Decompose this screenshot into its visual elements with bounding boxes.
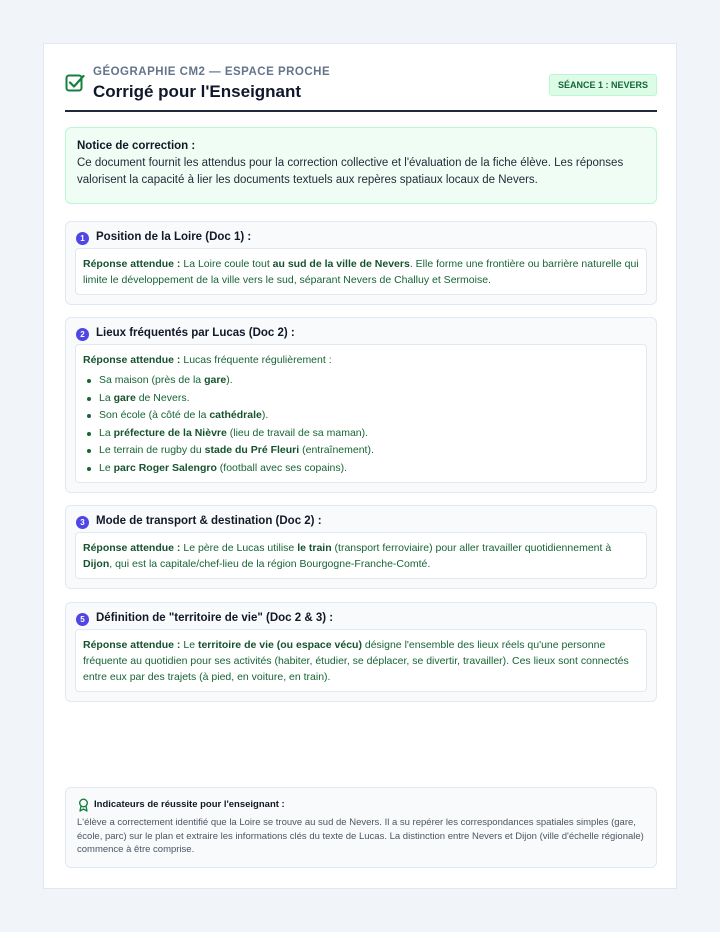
answer-intro: Lucas fréquente régulièrement : <box>183 354 332 366</box>
answer-keyword: Dijon <box>83 558 110 570</box>
list-item: Le terrain de rugby du stade du Pré Fleuri (entraînement). <box>99 442 639 460</box>
section-title: Mode de transport & destination (Doc 2) : <box>96 515 322 527</box>
section-title: Position de la Loire (Doc 1) : <box>96 231 252 243</box>
list-item: Le parc Roger Salengro (football avec ses copains). <box>99 460 639 478</box>
list-item: Son école (à côté de la cathédrale). <box>99 407 639 425</box>
section-number: 5 <box>76 613 89 626</box>
answer-box <box>75 532 647 579</box>
answer-label: Réponse attendue : <box>83 639 181 651</box>
section-card-1 <box>65 221 657 305</box>
success-indicators <box>65 787 657 868</box>
list-item: Sa maison (près de la gare). <box>99 372 639 390</box>
section-card-3 <box>65 505 657 589</box>
answer-text: Le <box>183 639 198 651</box>
award-icon <box>77 798 90 812</box>
answer-text: (transport ferroviaire) pour aller travailler quotidiennement à <box>331 542 612 554</box>
document-header <box>65 64 657 112</box>
list-item: La préfecture de la Nièvre (lieu de travail de sa maman). <box>99 425 639 443</box>
answer-text: . Elle forme une frontière ou barrière naturelle qui limite le développement de la ville vers le sud, séparant Nevers de Challuy et Sermoise. <box>83 258 639 286</box>
answer-text: La Loire coule tout <box>183 258 273 270</box>
section-card-5 <box>65 602 657 702</box>
document-kicker: GÉOGRAPHIE CM2 — ESPACE PROCHE <box>93 66 331 78</box>
answer-label: Réponse attendue : <box>83 354 181 366</box>
section-title: Définition de "territoire de vie" (Doc 2 & 3) : <box>96 612 334 624</box>
correction-notice <box>65 127 657 204</box>
answer-label: Réponse attendue : <box>83 258 181 270</box>
answer-text: Le père de Lucas utilise <box>183 542 298 554</box>
answer-keyword: territoire de vie (ou espace vécu) <box>197 639 362 651</box>
indicators-text: L'élève a correctement identifié que la Loire se trouve au sud de Nevers. Il a su repérer les correspondances spatiales simples (gare, école, parc) sur le plan et extraire les informations clés du texte de Lucas. La distinction entre Nevers et Dijon (ville d'échelle régionale) commence à être comprise. <box>77 817 644 855</box>
notice-text: Ce document fournit les attendus pour la correction collective et l'évaluation de la fiche élève. Les réponses valorisent la capacité à lier les documents textuels aux repères spatiaux locaux de Nevers. <box>77 157 624 186</box>
session-badge: SÉANCE 1 : NEVERS <box>549 74 657 96</box>
section-card-2 <box>65 317 657 493</box>
page-title: Corrigé pour l'Enseignant <box>93 82 302 101</box>
section-number: 3 <box>76 516 89 529</box>
answer-box <box>75 248 647 295</box>
indicators-title: Indicateurs de réussite pour l'enseignant : <box>94 799 285 810</box>
answer-text: , qui est la capitale/chef-lieu de la région Bourgogne-Franche-Comté. <box>109 558 431 570</box>
indicators-header <box>77 798 645 813</box>
places-list <box>83 372 639 478</box>
answer-keyword: le train <box>297 542 332 554</box>
notice-title: Notice de correction : <box>77 140 196 152</box>
answer-text: désigne l'ensemble des lieux réels qu'une personne fréquente au quotidien pour ses activités (habiter, étudier, se déplacer, se divertir, travailler). Ces lieux sont connectés entre eux par des trajets (à pied, en voiture, en train). <box>83 639 629 683</box>
section-title: Lieux fréquentés par Lucas (Doc 2) : <box>96 327 295 339</box>
list-item: La gare de Nevers. <box>99 390 639 408</box>
answer-label: Réponse attendue : <box>83 542 181 554</box>
checkbox-check-icon <box>65 73 85 93</box>
section-number: 1 <box>76 232 89 245</box>
section-number: 2 <box>76 328 89 341</box>
answer-box <box>75 629 647 692</box>
worksheet-page <box>43 43 677 889</box>
answer-keyword: au sud de la ville de Nevers <box>272 258 410 270</box>
answer-box <box>75 344 647 483</box>
